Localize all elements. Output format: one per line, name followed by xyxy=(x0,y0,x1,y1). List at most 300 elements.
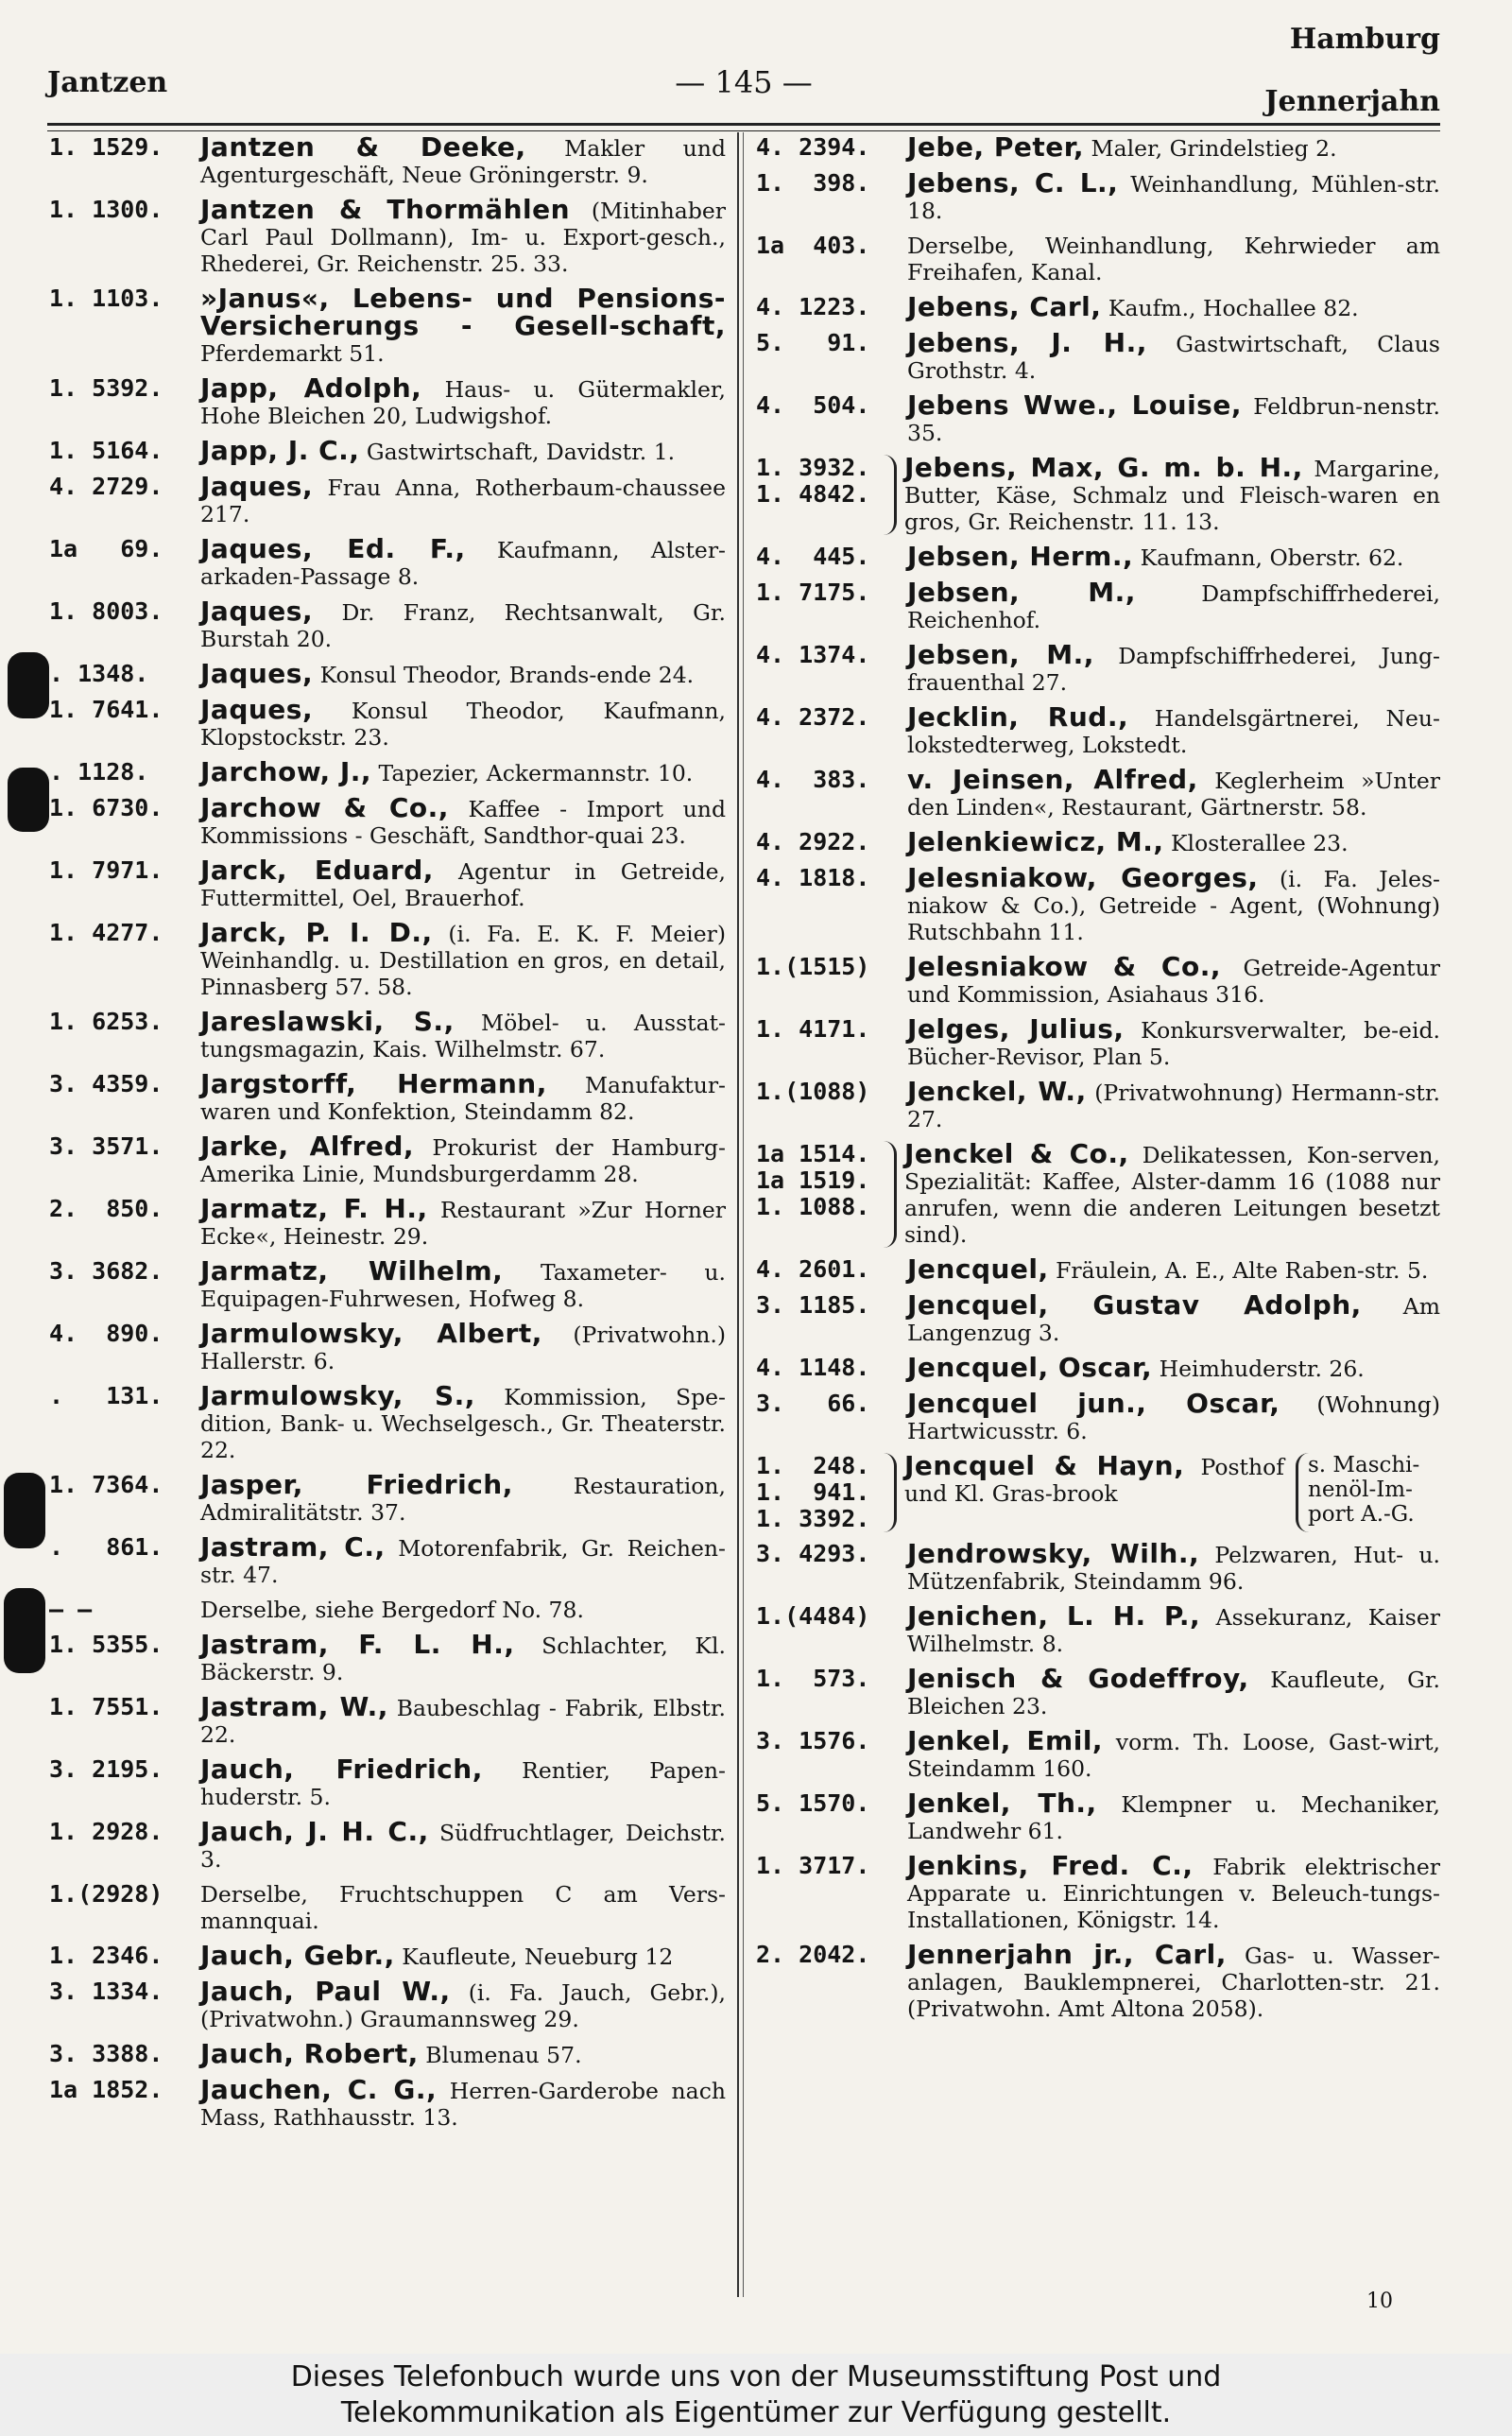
entry-text xyxy=(907,1939,1441,2022)
directory-entry xyxy=(756,862,1440,945)
directory-entry xyxy=(756,1076,1441,1132)
subscriber-name: Jauch, Gebr., xyxy=(200,1940,395,1971)
entry-text xyxy=(200,694,726,751)
directory-entry xyxy=(49,131,726,188)
phone-number: 1. 2346. xyxy=(49,1942,163,1969)
entry-text xyxy=(200,131,726,188)
subscriber-details: Herren-Garderobe nach Mass, Rathhausstr. 13. xyxy=(200,2078,726,2131)
subscriber-name: Jastram, W., xyxy=(200,1691,388,1722)
subscriber-details: (Privatwohnung) Hermann-str. 27. xyxy=(907,1080,1441,1132)
entry-text xyxy=(907,951,1440,1008)
subscriber-name: Jebens, C. L., xyxy=(907,167,1119,199)
subscriber-details: (i. Fa. E. K. F. Meier) Weinhandlg. u. Destillation en gros, en detail, Pinnasberg 57. 58. xyxy=(200,921,727,1000)
subscriber-name: Jebsen, M., xyxy=(907,639,1094,670)
subscriber-details: Makler und Agenturgeschäft, Neue Gröningerstr. 9. xyxy=(200,135,726,188)
subscriber-name: Jareslawski, S., xyxy=(200,1006,455,1037)
subscriber-name: Jaques, xyxy=(200,658,314,689)
subscriber-name: Jenckel & Co., xyxy=(904,1138,1129,1169)
subscriber-details: Fabrik elektrischer Apparate u. Einrichtungen v. Beleuch-tungs-Installationen, Königstr. 14. xyxy=(907,1854,1440,1933)
entry-text xyxy=(200,1816,727,1873)
phone-number: 4. 1148. xyxy=(756,1354,870,1381)
subscriber-name: »Janus«, Lebens- und Pensions-Versicherungs - Gesell-schaft, xyxy=(200,283,726,341)
entry-text xyxy=(200,792,726,849)
subscriber-name: Jastram, F. L. H., xyxy=(200,1629,515,1660)
subscriber-details: Derselbe, siehe Bergedorf No. 78. xyxy=(200,1597,584,1623)
entry-text xyxy=(907,639,1440,696)
subscriber-name: Jencquel, xyxy=(907,1253,1049,1285)
subscriber-name: Jauch, Robert, xyxy=(200,2038,419,2069)
entry-text xyxy=(200,1629,726,1685)
subscriber-details: vorm. Th. Loose, Gast-wirt, Steindamm 160. xyxy=(907,1729,1440,1782)
phone-number: 2. 850. xyxy=(49,1195,163,1222)
entry-text xyxy=(200,1597,726,1623)
phone-number: 1. 398. xyxy=(756,169,870,197)
entry-text xyxy=(200,1133,726,1187)
subscriber-name: Jauch, Friedrich, xyxy=(200,1754,483,1785)
directory-entry xyxy=(49,435,726,466)
subscriber-name: Jaques, xyxy=(200,471,314,502)
directory-entry xyxy=(756,1725,1440,1782)
phone-number: 1. 5355. xyxy=(49,1631,163,1658)
directory-entry xyxy=(756,826,1440,857)
phone-number: 1a 1514. 1a 1519. 1. 1088. xyxy=(756,1141,897,1248)
subscriber-details: (Wohnung) Hartwicusstr. 6. xyxy=(907,1391,1440,1444)
phone-number: 1. 4171. xyxy=(756,1015,870,1043)
subscriber-name: Jenkins, Fred. C., xyxy=(907,1850,1194,1881)
subscriber-name: Jarmatz, Wilhelm, xyxy=(200,1255,504,1287)
entry-text xyxy=(907,1538,1440,1595)
directory-entry xyxy=(49,1691,726,1748)
subscriber-name: Jebens Wwe., Louise, xyxy=(907,389,1242,421)
notice-line-1: Dieses Telefonbuch wurde uns von der Museumsstiftung Post und xyxy=(290,2360,1222,2393)
subscriber-details: Manufaktur-waren und Konfektion, Steindamm 82. xyxy=(200,1072,726,1125)
entry-text xyxy=(907,233,1440,285)
subscriber-name: Jenkel, Emil, xyxy=(907,1725,1104,1756)
subscriber-name: Jarmatz, F. H., xyxy=(200,1193,428,1224)
entry-text xyxy=(907,291,1440,322)
subscriber-details: (Privatwohn.) Hallerstr. 6. xyxy=(200,1322,726,1374)
subscriber-details: Derselbe, Weinhandlung, Kehrwieder am Freihafen, Kanal. xyxy=(907,233,1440,285)
notice-line-2: Telekommunikation als Eigentümer zur Verfügung gestellt. xyxy=(340,2396,1172,2429)
subscriber-details: (i. Fa. Jauch, Gebr.), (Privatwohn.) Graumannsweg 29. xyxy=(200,1979,726,2032)
entry-text xyxy=(200,598,726,652)
directory-entry xyxy=(756,1538,1440,1595)
subscriber-details: Schlachter, Kl. Bäckerstr. 9. xyxy=(200,1633,726,1685)
directory-entry xyxy=(756,1289,1440,1346)
directory-entry xyxy=(756,233,1440,285)
phone-number: 1. 7551. xyxy=(49,1693,163,1720)
entry-text xyxy=(200,285,726,367)
directory-entry xyxy=(49,1756,726,1810)
subscriber-details: Konsul Theodor, Kaufmann, Klopstockstr. 23. xyxy=(200,698,726,751)
directory-entry xyxy=(756,291,1440,322)
phone-number: 1. 248. 1. 941. 1. 3392. xyxy=(756,1453,897,1532)
subscriber-details: Frau Anna, Rotherbaum-chaussee 217. xyxy=(200,475,726,527)
subscriber-name: Jebsen, Herm., xyxy=(907,541,1134,572)
subscriber-details: Pelzwaren, Hut- u. Mützenfabrik, Steindamm 96. xyxy=(907,1542,1440,1595)
subscriber-details: Agentur in Getreide, Futtermittel, Oel, Brauerhof. xyxy=(200,858,726,911)
entry-text xyxy=(200,1006,726,1063)
entry-text xyxy=(907,862,1440,945)
subscriber-name: Jelenkiewicz, M., xyxy=(907,826,1164,857)
subscriber-details: Kaufleute, Gr. Bleichen 23. xyxy=(907,1667,1440,1719)
directory-entry xyxy=(49,598,726,652)
entry-text xyxy=(904,1450,1284,1532)
subscriber-name: Japp, J. C., xyxy=(200,435,360,466)
directory-entry xyxy=(49,1068,726,1125)
header-left-keyword: Jantzen xyxy=(47,66,168,99)
entry-text xyxy=(907,1725,1440,1782)
subscriber-name: Jarchow, J., xyxy=(200,756,372,787)
entry-text xyxy=(200,917,727,1000)
phone-number: 4. 383. xyxy=(756,766,870,793)
entry-text xyxy=(907,1388,1440,1444)
phone-number: 4. 1818. xyxy=(756,864,870,891)
phone-number: 3. 3388. xyxy=(49,2040,163,2067)
directory-entry xyxy=(756,389,1440,446)
subscriber-name: Jebens, J. H., xyxy=(907,327,1147,358)
entry-text xyxy=(907,131,1440,163)
phone-number: 1. 7175. xyxy=(756,579,870,606)
page-number: — 145 — xyxy=(675,64,813,100)
subscriber-details: Kaufm., Hochallee 82. xyxy=(1101,295,1359,321)
directory-entry xyxy=(49,1318,726,1374)
phone-number: 3. 3571. xyxy=(49,1132,163,1160)
phone-number: 4. 1374. xyxy=(756,641,870,668)
entry-text xyxy=(907,1253,1440,1285)
entry-text xyxy=(200,1756,726,1810)
directory-entry xyxy=(49,1133,726,1187)
scan-smudge xyxy=(4,1588,45,1673)
entry-text xyxy=(907,1600,1440,1657)
entry-text xyxy=(200,1978,726,2032)
subscriber-name: Jenkel, Th., xyxy=(907,1788,1097,1819)
entry-text xyxy=(907,701,1440,758)
directory-entry xyxy=(756,1138,1440,1248)
entry-text xyxy=(200,1940,726,1971)
phone-number: 3. 66. xyxy=(756,1390,870,1417)
phone-number: 1. 5164. xyxy=(49,437,163,464)
subscriber-details: Margarine, Butter, Käse, Schmalz und Fleisch-waren en gros, Gr. Reichenstr. 11. 13. xyxy=(904,456,1440,535)
subscriber-name: Jasper, Friedrich, xyxy=(200,1469,513,1500)
subscriber-name: Jaques, Ed. F., xyxy=(200,533,466,564)
subscriber-name: v. Jeinsen, Alfred, xyxy=(907,764,1198,795)
entry-text xyxy=(200,658,726,689)
subscriber-details: Dampfschiffrhederei, Jung-frauenthal 27. xyxy=(907,643,1440,696)
subscriber-details: Kommission, Spe-dition, Bank- u. Wechselgesch., Gr. Theaterstr. 22. xyxy=(200,1384,726,1463)
subscriber-details: Dr. Franz, Rechtsanwalt, Gr. Burstah 20. xyxy=(200,599,726,652)
subscriber-details: Kaufmann, Alster-arkaden-Passage 8. xyxy=(200,537,726,590)
subscriber-name: Jarmulowsky, Albert, xyxy=(200,1318,542,1349)
phone-number: 3. 4293. xyxy=(756,1540,870,1567)
phone-number: 3. 3682. xyxy=(49,1257,163,1285)
directory-entry xyxy=(49,1193,726,1250)
phone-number: 1. 7364. xyxy=(49,1471,163,1498)
subscriber-details: Motorenfabrik, Gr. Reichen-str. 47. xyxy=(200,1535,726,1588)
subscriber-details: Haus- u. Gütermakler, Hohe Bleichen 20, Ludwigshof. xyxy=(200,376,726,429)
directory-entry xyxy=(756,327,1440,384)
directory-entry xyxy=(49,533,726,590)
entry-text xyxy=(200,1531,726,1588)
phone-number: 1. 1103. xyxy=(49,285,163,312)
directory-entry xyxy=(756,167,1440,224)
directory-entry xyxy=(756,1790,1440,1844)
directory-entry xyxy=(756,1939,1441,2022)
phone-number: 1. 3932. 1. 4842. xyxy=(756,455,897,535)
ownership-notice xyxy=(0,2354,1512,2436)
entry-text xyxy=(200,471,726,527)
entry-text xyxy=(200,2038,726,2069)
entry-text xyxy=(200,1380,726,1463)
header-rule xyxy=(47,123,1440,126)
entry-text xyxy=(200,1881,726,1934)
entry-text xyxy=(907,327,1440,384)
subscriber-details: Getreide-Agentur und Kommission, Asiahaus 316. xyxy=(907,955,1440,1008)
directory-entry xyxy=(49,1881,726,1934)
subscriber-name: Jantzen & Thormählen xyxy=(200,194,571,225)
header-right-keyword: Jennerjahn xyxy=(1264,85,1440,118)
entry-text xyxy=(200,1193,726,1250)
directory-entry xyxy=(49,1531,726,1588)
phone-number: 1. 573. xyxy=(756,1665,870,1692)
phone-number: 4. 2922. xyxy=(756,828,870,855)
directory-entry xyxy=(49,1597,726,1623)
entry-text xyxy=(907,1352,1440,1383)
subscriber-name: Jencquel, Oscar, xyxy=(907,1352,1153,1383)
entry-text xyxy=(907,541,1440,572)
directory-entry xyxy=(49,917,727,1000)
subscriber-name: Jarck, Eduard, xyxy=(200,855,434,886)
phone-number: 1. 7641. xyxy=(49,696,163,723)
subscriber-name: Jelges, Julius, xyxy=(907,1013,1125,1045)
directory-entry xyxy=(756,1352,1440,1383)
phone-number: 1.(2928) xyxy=(49,1880,163,1908)
phone-number: 1.(4484) xyxy=(756,1602,870,1630)
subscriber-name: Jarke, Alfred, xyxy=(200,1131,415,1162)
subscriber-name: Jencquel & Hayn, xyxy=(904,1450,1185,1481)
directory-entry xyxy=(49,792,726,849)
directory-entry xyxy=(756,1663,1440,1719)
directory-entry xyxy=(756,1850,1440,1933)
subscriber-details: Derselbe, Fruchtschuppen C am Vers-mannquai. xyxy=(200,1881,726,1934)
phone-number: — — xyxy=(49,1596,93,1623)
subscriber-name: Jencquel jun., Oscar, xyxy=(907,1388,1280,1419)
entry-text xyxy=(907,1850,1440,1933)
directory-entry xyxy=(756,1450,1440,1532)
directory-entry xyxy=(756,579,1440,633)
phone-number: 1a 1852. xyxy=(49,2076,163,2103)
subscriber-name: Jelesniakow, Georges, xyxy=(907,862,1259,893)
column-divider-thin xyxy=(743,132,744,2297)
phone-number: 1.(1515) xyxy=(756,953,870,980)
directory-entry xyxy=(49,1380,726,1463)
phone-number: 4. 2729. xyxy=(49,473,163,500)
subscriber-details: Heimhuderstr. 26. xyxy=(1152,1356,1365,1382)
directory-entry xyxy=(49,285,726,367)
subscriber-details: Klosterallee 23. xyxy=(1163,830,1349,856)
subscriber-details: Kaufmann, Oberstr. 62. xyxy=(1133,544,1404,571)
subscriber-details: Restaurant »Zur Horner Ecke«, Heinestr. 29. xyxy=(200,1197,726,1250)
entry-text xyxy=(907,1076,1441,1132)
directory-entry xyxy=(49,2074,726,2131)
directory-entry xyxy=(756,1388,1440,1444)
directory-entry xyxy=(49,1469,726,1526)
column-divider xyxy=(737,132,739,2297)
subscriber-name: Jauchen, C. G., xyxy=(200,2074,438,2105)
entry-text xyxy=(907,1013,1440,1070)
subscriber-name: Jauch, J. H. C., xyxy=(200,1816,429,1847)
directory-entry xyxy=(756,452,1440,535)
phone-number: 1. 2928. xyxy=(49,1818,163,1845)
phone-number: 1.(1088) xyxy=(756,1078,870,1105)
subscriber-name: Jelesniakow & Co., xyxy=(907,951,1221,982)
phone-number: 1. 5392. xyxy=(49,374,163,402)
subscriber-details: Taxameter- u. Equipagen-Fuhrwesen, Hofweg 8. xyxy=(200,1259,727,1312)
phone-number: 1. 1300. xyxy=(49,196,163,223)
subscriber-name: Jebsen, M., xyxy=(907,577,1136,608)
directory-entry xyxy=(756,1253,1440,1285)
directory-entry xyxy=(756,764,1440,821)
subscriber-name: Jencquel, Gustav Adolph, xyxy=(907,1289,1362,1321)
scan-smudge xyxy=(4,1473,45,1548)
entry-text xyxy=(200,1068,726,1125)
right-column xyxy=(756,131,1441,2030)
phone-number: 1a 403. xyxy=(756,232,870,259)
directory-entry xyxy=(49,857,726,911)
entry-text xyxy=(904,452,1440,535)
subscriber-details: Maler, Grindelstieg 2. xyxy=(1084,135,1337,162)
scan-smudge xyxy=(8,652,49,718)
subscriber-details: Kaffee - Import und Kommissions - Geschäft, Sandthor-quai 23. xyxy=(200,796,726,849)
directory-entry xyxy=(756,1013,1440,1070)
subscriber-details: (i. Fa. Jeles-niakow & Co.), Getreide - Agent, (Wohnung) Rutschbahn 11. xyxy=(907,866,1440,945)
phone-number: 3. 1334. xyxy=(49,1978,163,2005)
phone-number: 1. 4277. xyxy=(49,919,163,946)
directory-entry xyxy=(49,658,726,689)
entry-text xyxy=(907,579,1440,633)
subscriber-name: Jennerjahn jr., Carl, xyxy=(907,1939,1227,1970)
subscriber-details: Kaufleute, Neueburg 12 xyxy=(394,1944,674,1970)
phone-number: 1. 7971. xyxy=(49,856,163,884)
phone-number: . 1348. xyxy=(49,660,149,687)
subscriber-details: Handelsgärtnerei, Neu-lokstedterweg, Lokstedt. xyxy=(907,705,1440,758)
sheet-number: 10 xyxy=(1366,2289,1393,2313)
subscriber-name: Jebe, Peter, xyxy=(907,131,1085,163)
phone-number: 4. 445. xyxy=(756,543,870,570)
phone-number: 5. 1570. xyxy=(756,1789,870,1817)
directory-entry xyxy=(49,1816,727,1873)
phone-number: 3. 2195. xyxy=(49,1755,163,1783)
entry-text xyxy=(200,372,726,429)
subscriber-name: Jauch, Paul W., xyxy=(200,1976,451,2007)
directory-entry xyxy=(49,756,726,787)
directory-entry xyxy=(49,1940,726,1971)
subscriber-name: Jarchow & Co., xyxy=(200,792,449,823)
subscriber-name: Jenckel, W., xyxy=(907,1076,1087,1107)
phone-number: 3. 4359. xyxy=(49,1070,163,1097)
subscriber-details: Keglerheim »Unter den Linden«, Restaurant, Gärtnerstr. 58. xyxy=(907,768,1440,821)
subscriber-details: Blumenau 57. xyxy=(418,2042,582,2068)
entry-text xyxy=(200,1318,726,1374)
phone-number: 3. 1185. xyxy=(756,1291,870,1319)
directory-entry xyxy=(49,2038,726,2069)
subscriber-name: Jebens, Max, G. m. b. H., xyxy=(904,452,1303,483)
subscriber-details: Konsul Theodor, Brands-ende 24. xyxy=(313,662,695,688)
phone-number: 1. 6730. xyxy=(49,794,163,821)
subscriber-details: Prokurist der Hamburg-Amerika Linie, Mundsburgerdamm 28. xyxy=(200,1134,726,1187)
subscriber-details: Südfruchtlager, Deichstr. 3. xyxy=(200,1820,727,1873)
phone-number: 5. 91. xyxy=(756,329,870,356)
phone-number: 4. 504. xyxy=(756,391,870,419)
phone-number: . 861. xyxy=(49,1533,163,1561)
entry-text xyxy=(200,2074,726,2131)
scan-smudge xyxy=(8,768,49,832)
subscriber-details: Dampfschiffrhederei, Reichenhof. xyxy=(907,580,1440,633)
entry-text xyxy=(907,1663,1440,1719)
phone-number: . 131. xyxy=(49,1382,163,1409)
directory-entry xyxy=(49,1978,726,2032)
phone-number: 1. 1529. xyxy=(49,133,163,161)
phone-number: 4. 1223. xyxy=(756,293,870,320)
entry-text xyxy=(200,533,726,590)
directory-entry xyxy=(756,131,1440,163)
phone-number: 4. 890. xyxy=(49,1320,163,1347)
subscriber-name: Jecklin, Rud., xyxy=(907,701,1129,733)
directory-entry xyxy=(756,541,1440,572)
entry-text xyxy=(200,435,726,466)
subscriber-name: Jantzen & Deeke, xyxy=(200,131,526,163)
subscriber-details: Baubeschlag - Fabrik, Elbstr. 22. xyxy=(200,1695,726,1748)
subscriber-name: Jenichen, L. H. P., xyxy=(907,1600,1201,1632)
phone-number: 1. 8003. xyxy=(49,597,163,625)
phone-number: 1. 6253. xyxy=(49,1008,163,1035)
directory-entry xyxy=(49,1006,726,1063)
directory-entry xyxy=(49,1255,727,1312)
phone-number: 4. 2394. xyxy=(756,133,870,161)
directory-entry xyxy=(49,1629,726,1685)
subscriber-details: Assekuranz, Kaiser Wilhelmstr. 8. xyxy=(907,1604,1440,1657)
subscriber-name: Jendrowsky, Wilh., xyxy=(907,1538,1200,1569)
directory-entry xyxy=(756,1600,1440,1657)
entry-text xyxy=(200,1469,726,1526)
phone-number: 4. 2372. xyxy=(756,703,870,731)
subscriber-name: Japp, Adolph, xyxy=(200,372,422,404)
entry-text xyxy=(907,389,1440,446)
header-city: Hamburg xyxy=(1289,23,1440,56)
directory-entry xyxy=(49,372,726,429)
directory-entry xyxy=(756,951,1440,1008)
phone-number: 1. 3717. xyxy=(756,1852,870,1879)
entry-text xyxy=(200,756,726,787)
phone-number: . 1128. xyxy=(49,758,149,786)
directory-entry xyxy=(49,194,726,277)
entry-text xyxy=(907,826,1440,857)
phone-number: 2. 2042. xyxy=(756,1941,870,1968)
subscriber-details: Posthof und Kl. Gras-brook xyxy=(904,1454,1284,1507)
subscriber-name: Jebens, Carl, xyxy=(907,291,1102,322)
subscriber-details: Weinhandlung, Mühlen-str. 18. xyxy=(907,171,1440,224)
directory-entry xyxy=(756,701,1440,758)
entry-text xyxy=(907,1790,1440,1844)
subscriber-details: Fräulein, A. E., Alte Raben-str. 5. xyxy=(1048,1257,1429,1284)
entry-text xyxy=(907,167,1440,224)
subscriber-details: Gas- u. Wasser-anlagen, Bauklempnerei, Charlotten-str. 21. (Privatwohn. Amt Altona 2058). xyxy=(907,1943,1441,2022)
phone-number: 3. 1576. xyxy=(756,1727,870,1754)
subscriber-details: Restauration, Admiralitätstr. 37. xyxy=(200,1473,726,1526)
subscriber-details: Delikatessen, Kon-serven, Spezialität: Kaffee, Alster-damm 16 (1088 nur anrufen, wenn die anderen Leitungen besetzt sind). xyxy=(904,1142,1440,1248)
subscriber-name: Jarck, P. I. D., xyxy=(200,917,433,948)
subscriber-details: Konkursverwalter, be-eid. Bücher-Revisor, Plan 5. xyxy=(907,1017,1440,1070)
